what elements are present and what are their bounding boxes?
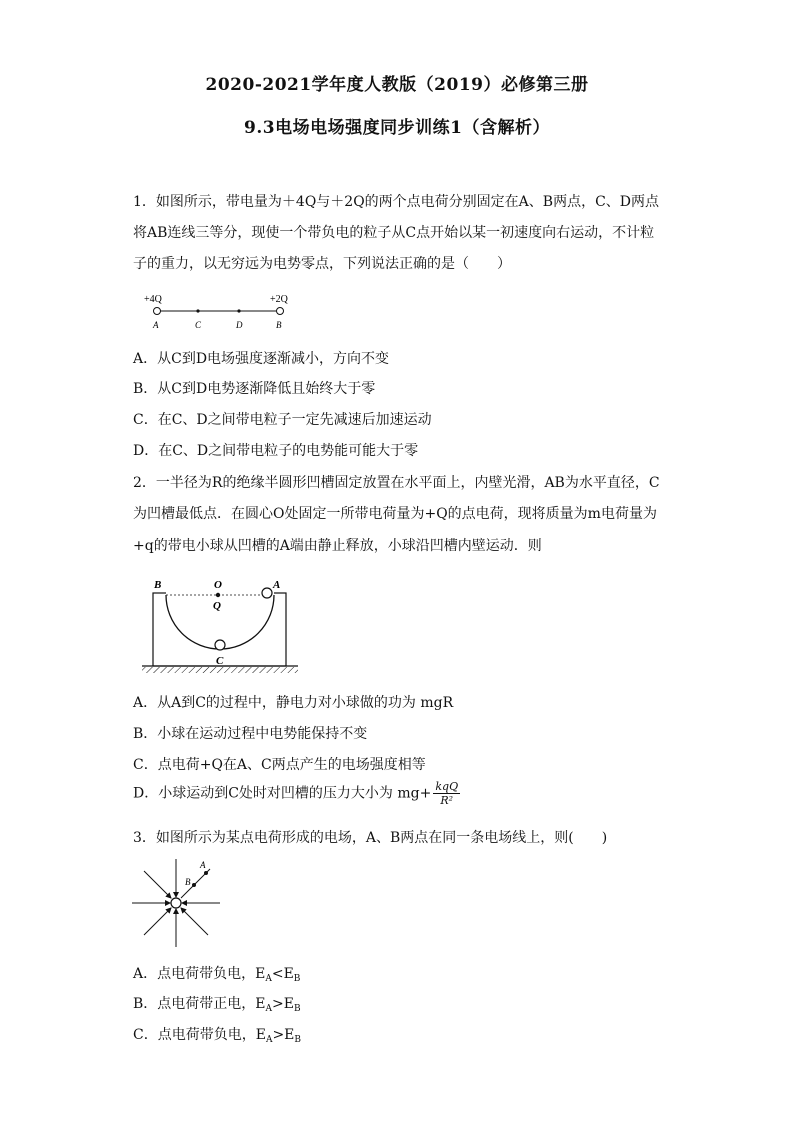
q2-option-c: C．点电荷+Q在A、C两点产生的电场强度相等: [133, 757, 426, 773]
q2-fig-label-o: O: [214, 579, 222, 591]
q3-fig-label-a: A: [200, 860, 206, 870]
q1-option-a: A．从C到D电场强度逐渐减小，方向不变: [133, 351, 390, 367]
q3-option-c-mid: >E: [272, 1027, 295, 1043]
q3-field-lines-figure: [128, 857, 224, 949]
q3-fig-point-a: [204, 871, 208, 875]
q3-option-c-text: C．点电荷带负电，E: [133, 1027, 266, 1043]
q2-option-a: A．从A到C的过程中，静电力对小球做的功为 mgR: [133, 695, 454, 711]
q1-option-b: B．从C到D电势逐渐降低且始终大于零: [133, 381, 376, 397]
q3-option-b: [133, 993, 301, 1014]
document-subtitle: 9.3电场电场强度同步训练1（含解析）: [244, 118, 550, 138]
q2-option-b: B．小球在运动过程中电势能保持不变: [133, 726, 368, 742]
q2-fig-ground-hatch: [142, 667, 298, 673]
q3-option-c: [133, 1024, 301, 1045]
q2-fig-ball-c: [215, 640, 225, 650]
q3-option-c-sub-2: B: [294, 1035, 302, 1045]
q3-option-a-text: A．点电荷带负电，E: [133, 966, 266, 982]
q1-option-c: C．在C、D之间带电粒子一定先减速后加速运动: [133, 412, 432, 428]
q1-fig-point-d: [237, 309, 240, 312]
q2-fig-label-a: A: [273, 579, 281, 591]
q1-fig-label-c: C: [195, 320, 202, 330]
q3-option-a: [133, 963, 300, 984]
q2-groove-figure: [140, 573, 300, 675]
q1-fig-point-c: [196, 309, 199, 312]
q3-fig-point-b: [192, 883, 196, 887]
q3-option-b-text: B．点电荷带正电，E: [133, 996, 266, 1012]
q3-option-a-sub-1: A: [265, 974, 272, 984]
q3-text-line-1: 3．如图所示为某点电荷形成的电场，A、B两点在同一条电场线上，则( ): [133, 830, 608, 846]
q2-option-d-denominator: R²: [440, 794, 454, 807]
q3-option-b-mid: >E: [272, 996, 294, 1012]
q1-fig-charge-b: +2Q: [270, 294, 288, 305]
q1-fig-label-d: D: [236, 320, 243, 330]
q1-fig-label-a: A: [153, 320, 159, 330]
q3-option-b-sub-2: B: [293, 1004, 301, 1014]
q1-text-line-2: 将AB连线三等分，现使一个带负电的粒子从C点开始以某一初速度向右运动，不计粒: [133, 225, 655, 241]
q3-fig-label-b: B: [185, 877, 191, 887]
q2-option-d: [133, 780, 460, 807]
q2-fig-label-c: C: [216, 655, 224, 667]
q3-option-b-sub-1: A: [265, 1004, 273, 1014]
q2-fig-label-q: Q: [213, 600, 221, 612]
q3-option-a-sub-2: B: [293, 974, 301, 984]
q2-fig-ball-a: [262, 588, 272, 598]
q2-option-d-numerator: kqQ: [435, 780, 459, 793]
q1-text-line-3: 子的重力，以无穷远为电势零点，下列说法正确的是（ ）: [133, 256, 511, 272]
q2-option-d-text: D．小球运动到C处时对凹槽的压力大小为 mg+: [133, 785, 432, 802]
q2-text-line-2: 为凹槽最低点．在圆心O处固定一所带电荷量为+Q的点电荷，现将质量为m电荷量为: [133, 506, 657, 522]
q1-text-line-1: 1．如图所示，带电量为＋4Q与＋2Q的两个点电荷分别固定在A、B两点，C、D两点: [133, 194, 660, 210]
q3-option-c-sub-1: A: [265, 1035, 273, 1045]
q3-option-a-mid: <E: [271, 966, 294, 982]
q2-text-line-1: 2．一半径为R的绝缘半圆形凹槽固定放置在水平面上，内壁光滑，AB为水平直径，C: [133, 475, 660, 491]
q1-fig-charge-a: +4Q: [144, 294, 162, 305]
q1-option-d: D．在C、D之间带电粒子的电势能可能大于零: [133, 443, 419, 459]
q2-fig-charge: [216, 593, 220, 597]
document-title: 2020-2021学年度人教版（2019）必修第三册: [205, 75, 589, 95]
q1-fig-label-b: B: [276, 320, 282, 330]
q2-fig-label-b: B: [154, 579, 162, 591]
q2-text-line-3: +q的带电小球从凹槽的A端由静止释放，小球沿凹槽内壁运动．则: [133, 538, 542, 554]
q2-option-d-fraction: [433, 780, 460, 807]
q1-fig-point-b: [277, 308, 284, 315]
q3-fig-point-charge: [171, 898, 181, 908]
q1-charge-line-figure: [140, 288, 302, 340]
q1-fig-point-a: [154, 308, 161, 315]
